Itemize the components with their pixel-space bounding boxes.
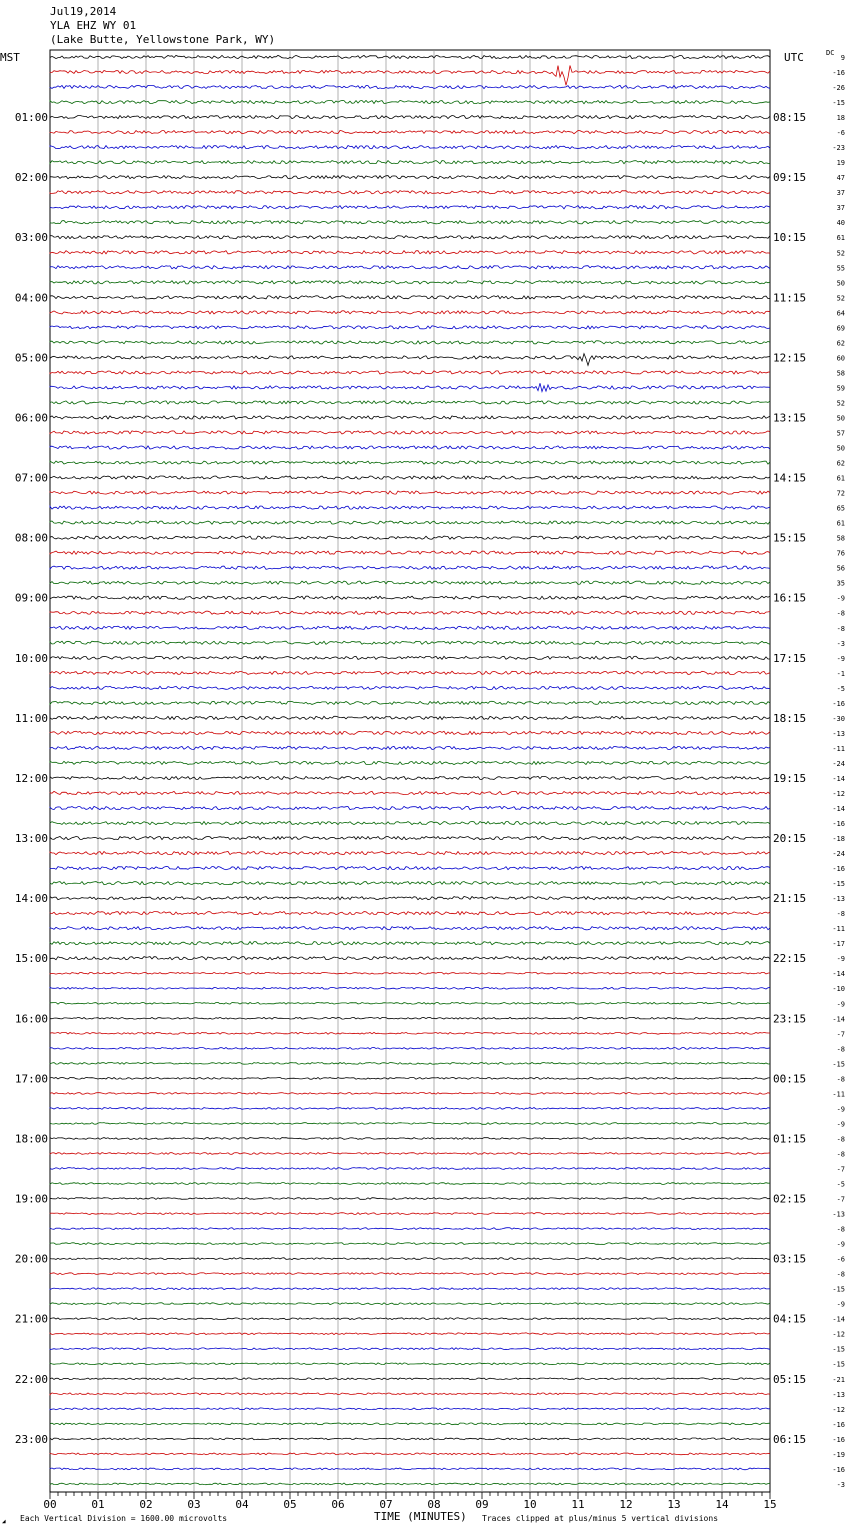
dc-offset-label: -14 [832,805,845,813]
dc-offset-label: -3 [836,639,845,648]
dc-offset-label: -8 [836,609,845,618]
mst-hour-label: 09:00 [14,591,48,605]
mst-hour-labels [15,111,48,1446]
trace-line [50,461,770,464]
trace-line [50,806,770,809]
trace-line [50,897,770,900]
dc-offset-label: -5 [836,684,845,693]
trace-line [50,882,770,885]
trace-line [50,626,770,629]
trace-line [50,1108,770,1110]
trace-line [50,912,770,915]
trace-line [50,101,770,104]
dc-offset-label: 52 [836,399,845,408]
station-code: YLA EHZ WY 01 [50,19,137,32]
utc-hour-label: 08:15 [773,111,807,125]
utc-hour-label: 16:15 [773,591,807,605]
mst-hour-label: 04:00 [14,291,48,305]
x-tick-label: 07 [379,1498,393,1511]
dc-offset-label: -13 [832,895,845,904]
dc-offset-label: -14 [832,970,845,979]
trace-line [50,1153,770,1155]
trace-line [50,354,770,366]
dc-offset-label: -11 [832,925,845,934]
dc-offset-label: 37 [836,189,845,198]
trace-line [50,221,770,224]
trace-line [50,987,770,989]
trace-line [50,746,770,749]
dc-offset-label: -23 [832,144,845,153]
trace-line [50,341,770,344]
dc-offset-label: -24 [832,759,845,768]
trace-line [50,867,770,870]
trace-line [50,1423,770,1425]
mst-hour-label: 15:00 [14,952,48,966]
trace-line [50,821,770,824]
dc-offset-label: -16 [832,865,845,874]
dc-offset-label: 61 [836,234,845,243]
trace-line [50,326,770,329]
trace-line [50,1288,770,1290]
trace-line [50,1318,770,1320]
utc-hour-label: 13:15 [773,411,807,425]
dc-offset-label: -12 [832,1405,845,1414]
trace-line [50,656,770,659]
dc-label: DC [826,49,835,57]
x-tick-label: 14 [715,1498,729,1511]
utc-hour-label: 03:15 [773,1252,807,1266]
trace-line [50,1363,770,1365]
trace-line [50,1078,770,1080]
dc-offset-label: -15 [832,1060,845,1069]
logo-mark: ◢ [2,1518,6,1525]
trace-line [50,1017,770,1019]
dc-offset-label: 58 [836,369,845,378]
trace-line [50,1348,770,1350]
trace-line [50,401,770,404]
dc-offset-label: -7 [836,1165,845,1174]
mst-hour-label: 16:00 [14,1012,48,1026]
trace-line [50,852,770,855]
trace-line [50,641,770,644]
trace-line [50,686,770,689]
dc-offset-label: -14 [832,1015,845,1024]
dc-offset-label: -13 [832,1210,845,1219]
trace-line [50,776,770,779]
trace-line [50,596,770,599]
dc-offset-label: 37 [836,204,845,213]
trace-line [50,281,770,284]
utc-hour-label: 04:15 [773,1312,807,1326]
dc-offset-label: -12 [832,789,845,798]
utc-hour-label: 14:15 [773,471,807,485]
dc-offset-label: 55 [836,264,845,273]
x-axis [43,1492,776,1511]
dc-offset-label: -9 [836,1000,845,1009]
dc-offset-label: 57 [836,429,845,438]
dc-offset-label: -15 [832,1285,845,1294]
trace-line [50,1213,770,1215]
dc-offset-label: -8 [836,1135,845,1144]
trace-line [50,383,770,391]
trace-line [50,1138,770,1140]
dc-offset-label: 61 [836,519,845,528]
x-axis-title: TIME (MINUTES) [374,1510,467,1523]
dc-offset-label: -16 [832,1435,845,1444]
trace-line [50,251,770,254]
trace-line [50,1378,770,1380]
dc-offset-label: -15 [832,1345,845,1354]
dc-offset-label: 52 [836,294,845,303]
trace-line [50,296,770,299]
mst-hour-label: 20:00 [14,1252,48,1266]
trace-line [50,566,770,569]
dc-offset-label: -12 [832,1330,845,1339]
trace-line [50,1453,770,1455]
trace-line [50,1393,770,1395]
x-tick-label: 12 [619,1498,633,1511]
trace-line [50,371,770,374]
mst-hour-label: 08:00 [14,531,48,545]
trace-line [50,66,770,86]
trace-line [50,1183,770,1185]
dc-offset-label: -16 [832,1420,845,1429]
mst-hour-label: 03:00 [14,231,48,245]
trace-line [50,236,770,239]
mst-hour-label: 21:00 [14,1312,48,1326]
dc-offset-label: -3 [836,1480,845,1489]
mst-hour-label: 07:00 [14,471,48,485]
trace-line [50,176,770,179]
dc-offset-label: -26 [832,84,845,93]
x-tick-label: 09 [475,1498,489,1511]
division-note: Each Vertical Division = 1600.00 microvolts [20,1514,228,1523]
dc-offset-label: -8 [836,1150,845,1159]
trace-line [50,311,770,314]
dc-offset-label: 52 [836,249,845,258]
dc-offset-label: -7 [836,1195,845,1204]
trace-line [50,972,770,974]
dc-offset-label: -15 [832,1360,845,1369]
dc-offset-label: -9 [836,955,845,964]
dc-offset-label: -8 [836,1270,845,1279]
dc-offset-label: 50 [836,414,845,423]
trace-line [50,206,770,209]
mst-hour-label: 18:00 [14,1132,48,1146]
dc-offset-label: -14 [832,774,845,783]
dc-offset-label: -6 [836,129,845,138]
trace-line [50,551,770,554]
trace-line [50,1468,770,1470]
trace-line [50,927,770,930]
mst-hour-label: 19:00 [14,1192,48,1206]
dc-offset-label: 72 [836,489,845,498]
trace-line [50,161,770,164]
trace-line [50,611,770,614]
dc-offset-label: -8 [836,1075,845,1084]
dc-offset-label: -14 [832,1315,845,1324]
dc-offset-label: 58 [836,534,845,543]
trace-line [50,266,770,269]
trace-line [50,191,770,194]
trace-line [50,1243,770,1245]
mst-hour-label: 14:00 [14,892,48,906]
trace-line [50,1438,770,1440]
utc-hour-label: 05:15 [773,1372,807,1386]
x-tick-label: 02 [139,1498,153,1511]
utc-hour-label: 00:15 [773,1072,807,1086]
dc-offset-label: -16 [832,699,845,708]
trace-line [50,446,770,449]
mst-hour-label: 05:00 [14,351,48,365]
dc-offset-label: -16 [832,820,845,829]
mst-hour-label: 01:00 [14,111,48,125]
dc-offset-label: -13 [832,729,845,738]
mst-hour-label: 17:00 [14,1072,48,1086]
dc-offset-label: 62 [836,459,845,468]
utc-hour-label: 19:15 [773,771,807,785]
trace-line [50,671,770,674]
x-tick-label: 11 [571,1498,585,1511]
dc-offset-label: -1 [836,669,845,678]
dc-offset-label: -19 [832,1450,845,1459]
x-tick-label: 13 [667,1498,681,1511]
trace-line [50,1002,770,1004]
x-tick-label: 03 [187,1498,201,1511]
mst-hour-label: 13:00 [14,832,48,846]
dc-offset-label: 76 [836,549,845,558]
x-tick-label: 08 [427,1498,441,1511]
dc-offset-label: -18 [832,835,845,844]
dc-offset-label: -8 [836,624,845,633]
trace-line [50,701,770,704]
mst-hour-label: 06:00 [14,411,48,425]
trace-line [50,1273,770,1275]
dc-offset-label: -9 [836,1120,845,1129]
trace-line [50,1258,770,1260]
x-tick-label: 04 [235,1498,249,1511]
x-tick-label: 00 [43,1498,57,1511]
mst-hour-label: 23:00 [14,1432,48,1446]
dc-offset-label: 65 [836,504,845,513]
dc-offset-label: 50 [836,279,845,288]
dc-offset-label: -9 [836,654,845,663]
dc-offset-label: 40 [836,219,845,228]
dc-offset-label: 19 [836,159,845,168]
trace-line [50,1228,770,1230]
trace-line [50,761,770,764]
utc-hour-label: 21:15 [773,892,807,906]
trace-line [50,476,770,479]
trace-line [50,1032,770,1034]
dc-offset-label: -7 [836,1030,845,1039]
trace-line [50,506,770,509]
dc-offset-label: 56 [836,564,845,573]
dc-offset-label: -8 [836,1045,845,1054]
utc-hour-labels [773,111,806,1446]
dc-offset-label: 69 [836,324,845,333]
trace-line [50,491,770,494]
dc-offset-label: -16 [832,1465,845,1474]
dc-offset-label: -16 [832,69,845,78]
utc-hour-label: 20:15 [773,832,807,846]
dc-offset-label: -9 [836,594,845,603]
utc-hour-label: 17:15 [773,651,807,665]
station-location: (Lake Butte, Yellowstone Park, WY) [50,33,276,46]
plot-date: Jul19,2014 [50,5,117,18]
dc-offset-label: 9 [840,54,845,62]
trace-line [50,1333,770,1335]
dc-offset-label: 47 [836,174,845,183]
dc-offset-label: -5 [836,1180,845,1189]
trace-line [50,521,770,524]
dc-offset-label: -15 [832,880,845,889]
trace-line [50,1063,770,1065]
dc-offset-label: -13 [832,1390,845,1399]
trace-line [50,131,770,134]
utc-label: UTC [784,51,804,64]
trace-line [50,55,770,58]
trace-line [50,957,770,960]
trace-line [50,791,770,794]
dc-offset-label: -15 [832,99,845,108]
dc-offset-label: -11 [832,744,845,753]
trace-line [50,1303,770,1305]
trace-group [50,55,770,1484]
x-tick-label: 15 [763,1498,777,1511]
x-tick-label: 01 [91,1498,105,1511]
utc-hour-label: 01:15 [773,1132,807,1146]
utc-hour-label: 23:15 [773,1012,807,1026]
utc-hour-label: 22:15 [773,952,807,966]
trace-line [50,581,770,584]
dc-offset-label: 64 [836,309,845,318]
utc-hour-label: 15:15 [773,531,807,545]
trace-line [50,431,770,434]
dc-offset-label: 35 [836,579,845,588]
utc-hour-label: 12:15 [773,351,807,365]
mst-hour-label: 10:00 [14,651,48,665]
dc-offset-label: -21 [832,1375,845,1384]
dc-offset-label: -24 [832,850,845,859]
dc-offset-label: 62 [836,339,845,348]
dc-offset-label: -11 [832,1090,845,1099]
trace-line [50,942,770,945]
utc-hour-label: 06:15 [773,1432,807,1446]
dc-offset-label: 18 [836,114,845,123]
clip-note: Traces clipped at plus/minus 5 vertical divisions [482,1514,719,1523]
trace-line [50,1483,770,1485]
mst-label: MST [0,51,20,64]
trace-line [50,85,770,88]
mst-hour-label: 02:00 [14,171,48,185]
dc-offset-label: -10 [832,985,845,994]
x-tick-label: 05 [283,1498,297,1511]
trace-line [50,1123,770,1125]
mst-hour-label: 22:00 [14,1372,48,1386]
utc-hour-label: 09:15 [773,171,807,185]
dc-offset-label: -6 [836,1255,845,1264]
mst-hour-label: 12:00 [14,771,48,785]
trace-line [50,1093,770,1095]
dc-offset-label: -8 [836,1225,845,1234]
trace-line [50,1168,770,1170]
dc-offset-label: -30 [832,714,845,723]
utc-hour-label: 11:15 [773,291,807,305]
trace-line [50,1198,770,1200]
mst-hour-label: 11:00 [14,711,48,725]
dc-offset-label: 60 [836,354,845,363]
dc-offset-label: -9 [836,1105,845,1114]
trace-line [50,1408,770,1410]
utc-hour-label: 10:15 [773,231,807,245]
dc-offset-label: -17 [832,940,845,949]
trace-line [50,116,770,119]
dc-offset-label: 59 [836,384,845,393]
dc-offset-label: -8 [836,910,845,919]
dc-offset-label: -9 [836,1300,845,1309]
trace-line [50,536,770,539]
dc-offset-label: 50 [836,444,845,453]
utc-hour-label: 02:15 [773,1192,807,1206]
trace-line [50,731,770,734]
trace-line [50,146,770,149]
x-tick-label: 10 [523,1498,537,1511]
trace-line [50,836,770,839]
utc-hour-label: 18:15 [773,711,807,725]
dc-offset-label: -9 [836,1240,845,1249]
trace-line [50,716,770,719]
x-tick-label: 06 [331,1498,345,1511]
trace-line [50,416,770,419]
trace-line [50,1047,770,1049]
dc-offset-labels [832,54,845,1489]
dc-offset-label: 61 [836,474,845,483]
